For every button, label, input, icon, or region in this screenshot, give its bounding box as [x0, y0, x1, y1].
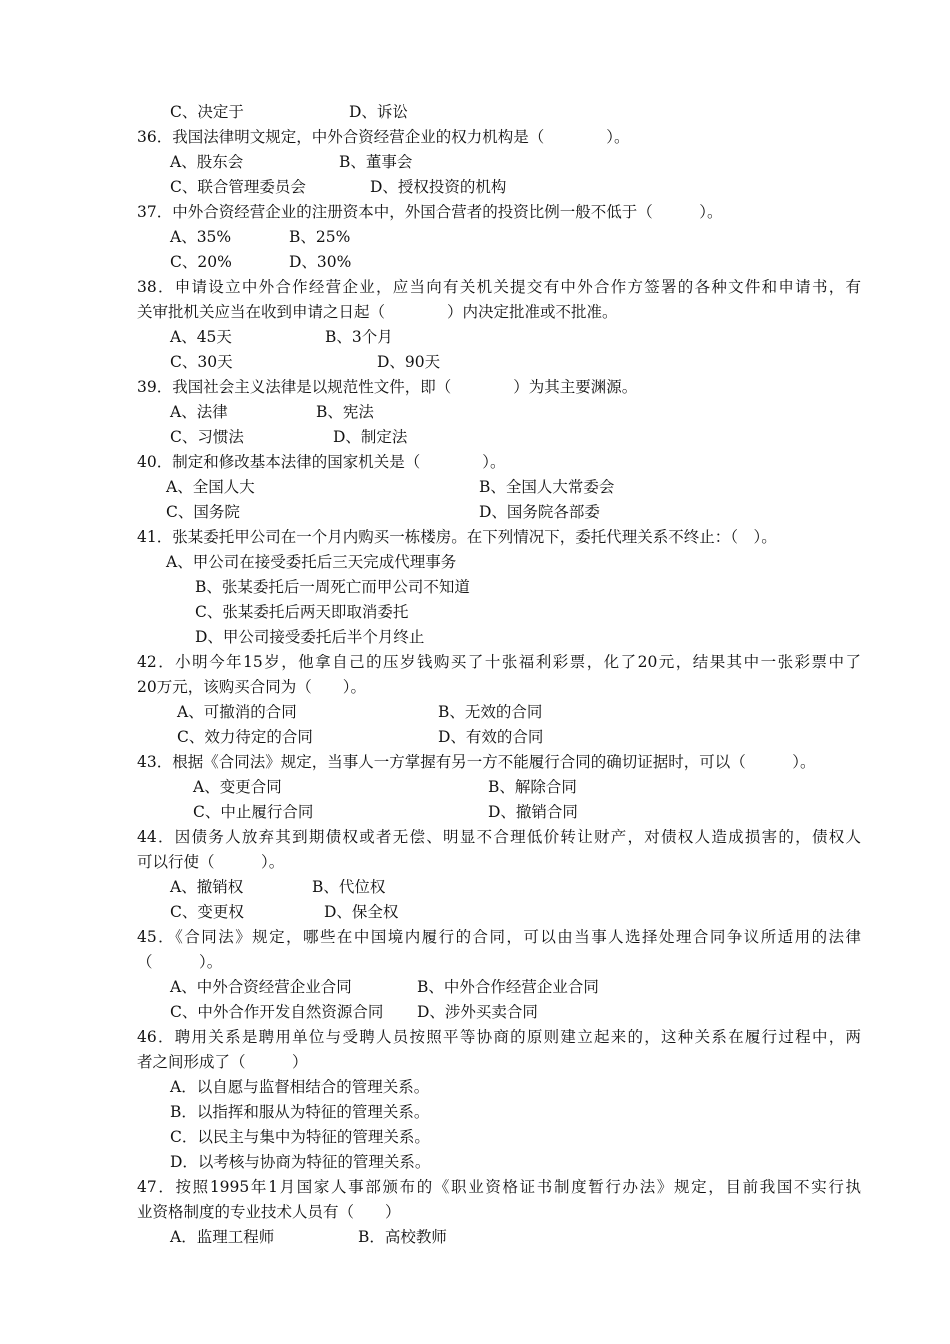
question-36-option-d: D、授权投资的机构 [370, 178, 507, 196]
question-37-stem: 37．中外合资经营企业的注册资本中，外国合营者的投资比例一般不低于（ ）。 [137, 203, 723, 221]
question-43-stem: 43．根据《合同法》规定，当事人一方掌握有另一方不能履行合同的确切证据时，可以（ ）。 [137, 753, 816, 771]
question-44-option-c: C、变更权 [170, 903, 244, 921]
question-37-option-a: A、35% [170, 228, 232, 246]
question-46-option-b: B．以指挥和服从为特征的管理关系。 [170, 1103, 430, 1121]
question-36-option-b: B、董事会 [339, 153, 413, 171]
question-36-option-c: C、联合管理委员会 [170, 178, 306, 196]
question-45-option-c: C、中外合作开发自然资源合同 [170, 1003, 384, 1021]
question-43-option-c: C、中止履行合同 [193, 803, 314, 821]
question-45-stem-line2: （ ）。 [137, 953, 223, 971]
question-39-option-b: B、宪法 [316, 403, 374, 421]
question-40-option-d: D、国务院各部委 [479, 503, 600, 521]
question-44-option-d: D、保全权 [324, 903, 399, 921]
lead-option-d: D、诉讼 [349, 103, 408, 121]
question-45-option-d: D、涉外买卖合同 [417, 1003, 538, 1021]
question-42-option-d: D、有效的合同 [438, 728, 544, 746]
question-44-stem-line1: 44．因债务人放弃其到期债权或者无偿、明显不合理低价转让财产，对债权人造成损害的，债权人 [137, 828, 861, 846]
question-42-stem-line1: 42．小明今年15岁，他拿自己的压岁钱购买了十张福利彩票，化了20元，结果其中一张彩票中了 [137, 653, 861, 671]
question-41-option-b: B、张某委托后一周死亡而甲公司不知道 [195, 578, 470, 596]
lead-option-c: C、决定于 [170, 103, 244, 121]
question-42-option-a: A、可撤消的合同 [177, 703, 297, 721]
question-46-option-a: A．以自愿与监督相结合的管理关系。 [170, 1078, 430, 1096]
question-46-option-c: C．以民主与集中为特征的管理关系。 [170, 1128, 430, 1146]
question-41-option-a: A、甲公司在接受委托后三天完成代理事务 [166, 553, 457, 571]
question-47-option-a: A．监理工程师 [170, 1228, 275, 1246]
question-43-option-d: D、撤销合同 [488, 803, 578, 821]
question-47-option-b: B．高校教师 [358, 1228, 447, 1246]
question-45-stem-line1: 45．《合同法》规定，哪些在中国境内履行的合同，可以由当事人选择处理合同争议所适用的法律 [137, 928, 861, 946]
question-38-stem-line1: 38．申请设立中外合作经营企业，应当向有关机关提交有中外合作方签署的各种文件和申请书，有 [137, 278, 861, 296]
question-41-option-d: D、甲公司接受委托后半个月终止 [195, 628, 425, 646]
question-38-option-d: D、90天 [377, 353, 441, 371]
question-37-option-b: B、25% [289, 228, 351, 246]
question-40-option-a: A、全国人大 [166, 478, 255, 496]
question-37-option-d: D、30% [289, 253, 352, 271]
question-39-stem: 39．我国社会主义法律是以规范性文件，即（ ）为其主要渊源。 [137, 378, 638, 396]
question-45-option-a: A、中外合资经营企业合同 [170, 978, 352, 996]
question-41-stem: 41．张某委托甲公司在一个月内购买一栋楼房。在下列情况下，委托代理关系不终止：（ ）。 [137, 528, 777, 546]
question-39-option-d: D、制定法 [333, 428, 408, 446]
question-47-stem-line1: 47．按照1995年1月国家人事部颁布的《职业资格证书制度暂行办法》规定，目前我国不实行执 [137, 1178, 861, 1196]
question-41-option-c: C、张某委托后两天即取消委托 [195, 603, 409, 621]
question-38-option-b: B、3个月 [325, 328, 393, 346]
question-40-stem: 40．制定和修改基本法律的国家机关是（ ）。 [137, 453, 506, 471]
question-44-option-a: A、撤销权 [170, 878, 244, 896]
question-42-stem-line2: 20万元，该购买合同为（ ）。 [137, 678, 366, 696]
question-42-option-c: C、效力待定的合同 [177, 728, 313, 746]
question-36-option-a: A、股东会 [170, 153, 244, 171]
question-39-option-a: A、法律 [170, 403, 228, 421]
question-40-option-b: B、全国人大常委会 [479, 478, 615, 496]
question-46-stem-line1: 46．聘用关系是聘用单位与受聘人员按照平等协商的原则建立起来的，这种关系在履行过程中，两 [137, 1028, 861, 1046]
question-46-stem-line2: 者之间形成了（ ） [137, 1053, 308, 1071]
question-38-option-a: A、45天 [170, 328, 232, 346]
question-46-option-d: D．以考核与协商为特征的管理关系。 [170, 1153, 431, 1171]
question-38-stem-line2: 关审批机关应当在收到申请之日起（ ）内决定批准或不批准。 [137, 303, 618, 321]
question-38-option-c: C、30天 [170, 353, 233, 371]
question-44-option-b: B、代位权 [312, 878, 386, 896]
question-44-stem-line2: 可以行使（ ）。 [137, 853, 285, 871]
question-45-option-b: B、中外合作经营企业合同 [417, 978, 599, 996]
question-39-option-c: C、习惯法 [170, 428, 244, 446]
question-42-option-b: B、无效的合同 [438, 703, 543, 721]
question-40-option-c: C、国务院 [166, 503, 240, 521]
question-43-option-b: B、解除合同 [488, 778, 577, 796]
question-43-option-a: A、变更合同 [193, 778, 282, 796]
question-36-stem: 36．我国法律明文规定，中外合资经营企业的权力机构是（ ）。 [137, 128, 630, 146]
question-37-option-c: C、20% [170, 253, 232, 271]
question-47-stem-line2: 业资格制度的专业技术人员有（ ） [137, 1203, 401, 1221]
